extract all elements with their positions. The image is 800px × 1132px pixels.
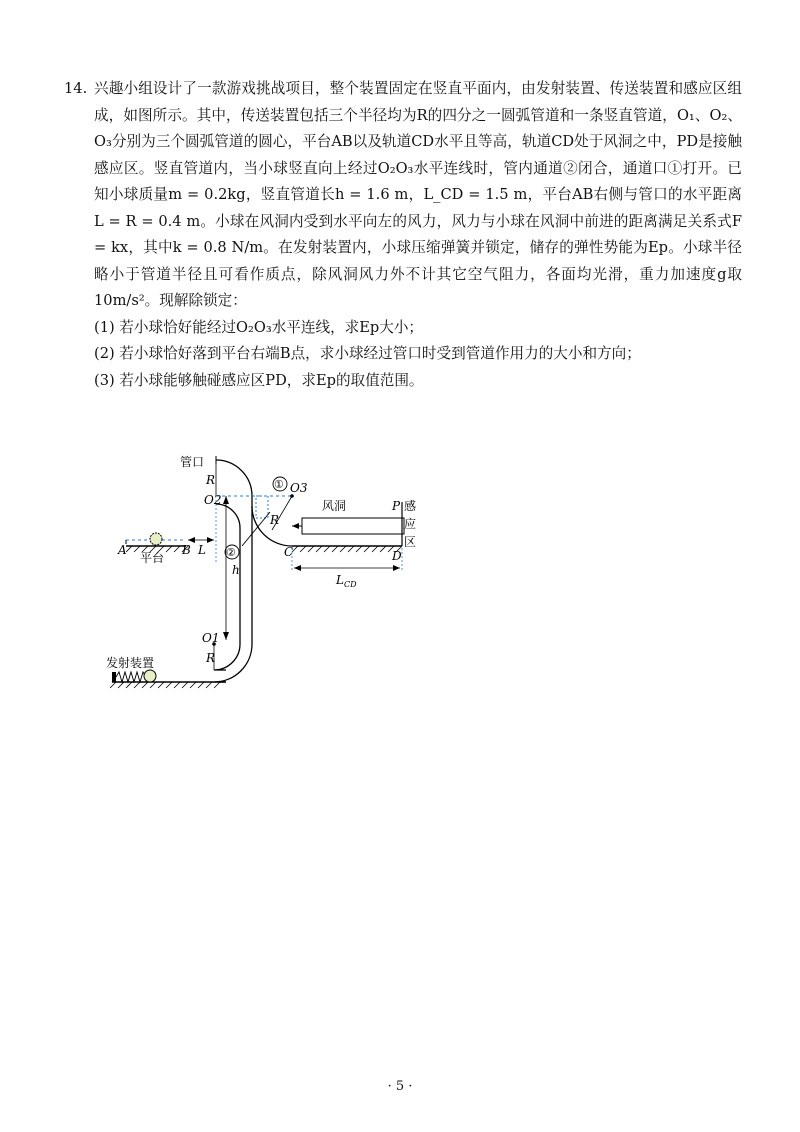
wind-arrow-head [292, 523, 299, 529]
spring-wall [112, 672, 116, 682]
h-arrow-bottom [223, 632, 229, 640]
problem-number: 14. [64, 80, 88, 97]
question-3: (3) 若小球能够触碰感应区PD，求Ep的取值范围。 [94, 371, 424, 389]
sensor-label-3: 区 [404, 535, 417, 549]
sensor-label-1: 感 [404, 499, 417, 513]
sensor-label-2: 应 [404, 517, 417, 531]
pipe-bottom-inner [214, 644, 252, 682]
O2-label: O2 [204, 493, 222, 507]
channel-1-box [256, 496, 268, 518]
h-label: h [232, 563, 240, 577]
question-2: (2) 若小球恰好落到平台右端B点，求小球经过管口时受到管道作用力的大小和方向； [94, 345, 641, 362]
ground-hatch [110, 682, 220, 688]
question-list [66, 315, 742, 395]
apparatus-diagram [96, 444, 456, 704]
pipe-bottom-outer [214, 644, 240, 670]
h-arrow-top [223, 496, 229, 504]
track-hatch [292, 546, 402, 552]
C-label: C [284, 545, 294, 559]
LCD-label: $L_{CD}$ [336, 573, 357, 589]
channel-2-pointer [242, 512, 270, 546]
A-label: A [118, 543, 127, 557]
P-label: P [392, 499, 401, 513]
circle-2-label: ② [226, 546, 236, 559]
problem-14 [66, 76, 742, 394]
R-mid-label: R [270, 513, 280, 527]
pipe-top-inner [216, 504, 240, 528]
nozzle-label: 管口 [180, 455, 205, 469]
question-1: (1) 若小球恰好能经过O₂O₃水平连线，求Ep大小； [94, 318, 424, 336]
LCD-arrow-left [294, 565, 301, 571]
apparatus-figure [96, 444, 456, 704]
wind-tunnel-box [302, 518, 404, 534]
L-label: L [198, 543, 206, 557]
D-label: D [392, 549, 402, 563]
circle-1-label: ① [274, 478, 284, 491]
O3-label: O3 [290, 481, 308, 495]
page-number: · 5 · [387, 1079, 413, 1094]
spring [116, 672, 146, 682]
platform-label: 平台 [140, 551, 165, 565]
problem-statement: 兴趣小组设计了一款游戏挑战项目，整个装置固定在竖直平面内，由发射装置、传送装置和感应区组成，如图所示。其中，传送装置包括三个半径均为R的四分之一圆弧管道和一条竖直管道，O₁、O₂、O₃分别为三个圆弧管道的圆心，平台AB以及轨道CD水平且等高，轨道CD处于风洞之中，PD是接触感应区。竖直管道内，当小球竖直向上经过O₂O₃水平连线时，管内通道②闭合，通道口①打开。已知小球质量m = 0.2kg，竖直管道长h = 1.6 m，L_CD = 1.5 m，平台AB右侧与管口的水平距离L = R = 0.4 m。小球在风洞内受到水平向左的风力，风力与小球在风洞中前进的距离满足关系式F = kx，其中k = 0.8 N/m。在发射装置内，小球压缩弹簧并锁定，储存的弹性势能为Ep。小球半径略小于管道半径且可看作质点，除风洞风力外不计其它空气阻力，各面均光滑，重力加速度g取10m/s²。现解除锁定： [94, 80, 742, 309]
platform-ball [150, 533, 162, 545]
B-label: B [182, 543, 191, 557]
wind-tunnel-label: 风洞 [322, 499, 347, 513]
O1-label: O1 [202, 631, 220, 645]
launch-ball [144, 670, 156, 682]
LCD-arrow-right [393, 565, 400, 571]
launcher-label: 发射装置 [106, 656, 155, 670]
L-arrow-right [207, 537, 214, 543]
R-top-label: R [206, 473, 216, 487]
R-bottom-label: R [206, 651, 216, 665]
